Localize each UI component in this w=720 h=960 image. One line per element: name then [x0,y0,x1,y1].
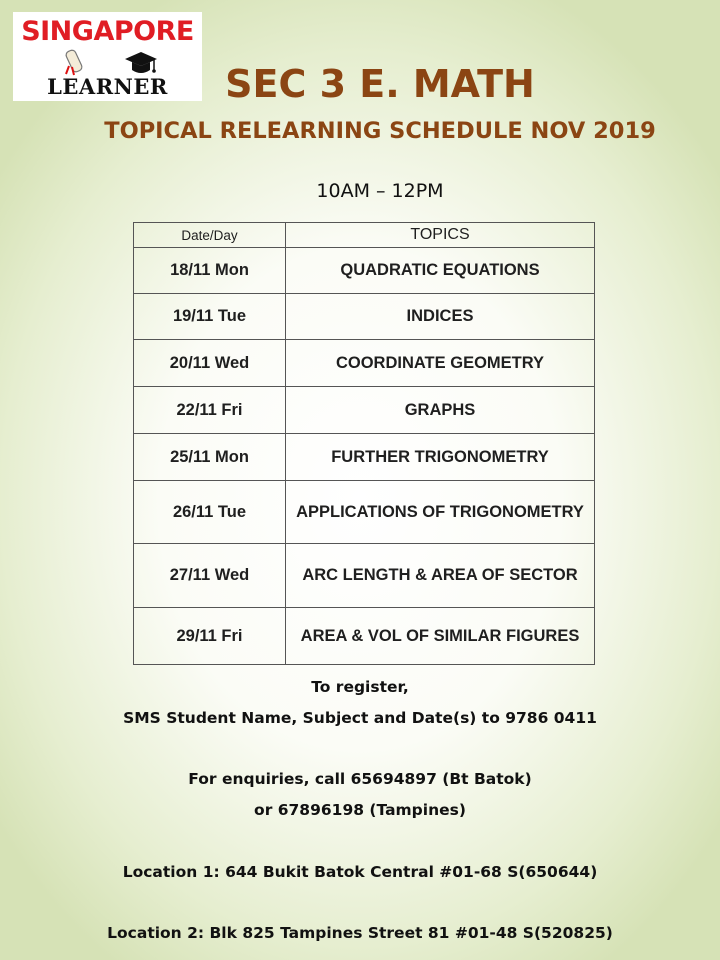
diploma-scroll-icon [63,48,87,76]
row-topic: INDICES [286,294,595,340]
location-2: Location 2: Blk 825 Tampines Street 81 #01-48 S(520825) [107,924,613,942]
row-topic: ARC LENGTH & AREA OF SECTOR [286,544,595,608]
row-date: 27/11 Wed [134,544,286,608]
row-date: 25/11 Mon [134,434,286,481]
logo-text-singapore: SINGAPORE [21,16,194,47]
table-row [134,544,595,608]
row-topic: FURTHER TRIGONOMETRY [286,434,595,481]
row-date: 22/11 Fri [134,387,286,434]
table-row [134,294,595,340]
row-date: 18/11 Mon [134,248,286,294]
table-row [134,340,595,387]
row-date: 29/11 Fri [134,608,286,665]
singapore-learner-logo [13,12,202,101]
row-date: 26/11 Tue [134,481,286,544]
session-time: 10AM – 12PM [316,180,444,202]
page-title: SEC 3 E. MATH [225,62,535,106]
schedule-table [133,222,595,665]
enquiries-tampines: or 67896198 (Tampines) [254,801,466,819]
table-row [134,434,595,481]
location-1: Location 1: 644 Bukit Batok Central #01-68 S(650644) [122,863,598,881]
table-row [134,248,595,294]
row-topic: QUADRATIC EQUATIONS [286,248,595,294]
row-topic: APPLICATIONS OF TRIGONOMETRY [286,481,595,544]
row-topic: COORDINATE GEOMETRY [286,340,595,387]
table-header-row [134,223,595,248]
header-topics: TOPICS [286,223,595,248]
page-subtitle: TOPICAL RELEARNING SCHEDULE NOV 2019 [104,118,656,144]
table-row [134,387,595,434]
logo-text-learner: LEARNER [47,74,168,99]
row-date: 20/11 Wed [134,340,286,387]
row-topic: AREA & VOL OF SIMILAR FIGURES [286,608,595,665]
row-date: 19/11 Tue [134,294,286,340]
table-row [134,608,595,665]
header-date-day: Date/Day [134,223,286,248]
row-topic: GRAPHS [286,387,595,434]
enquiries-bt-batok: For enquiries, call 65694897 (Bt Batok) [188,770,532,788]
table-row [134,481,595,544]
register-instructions: SMS Student Name, Subject and Date(s) to 9786 0411 [123,709,597,727]
register-heading: To register, [311,678,409,696]
